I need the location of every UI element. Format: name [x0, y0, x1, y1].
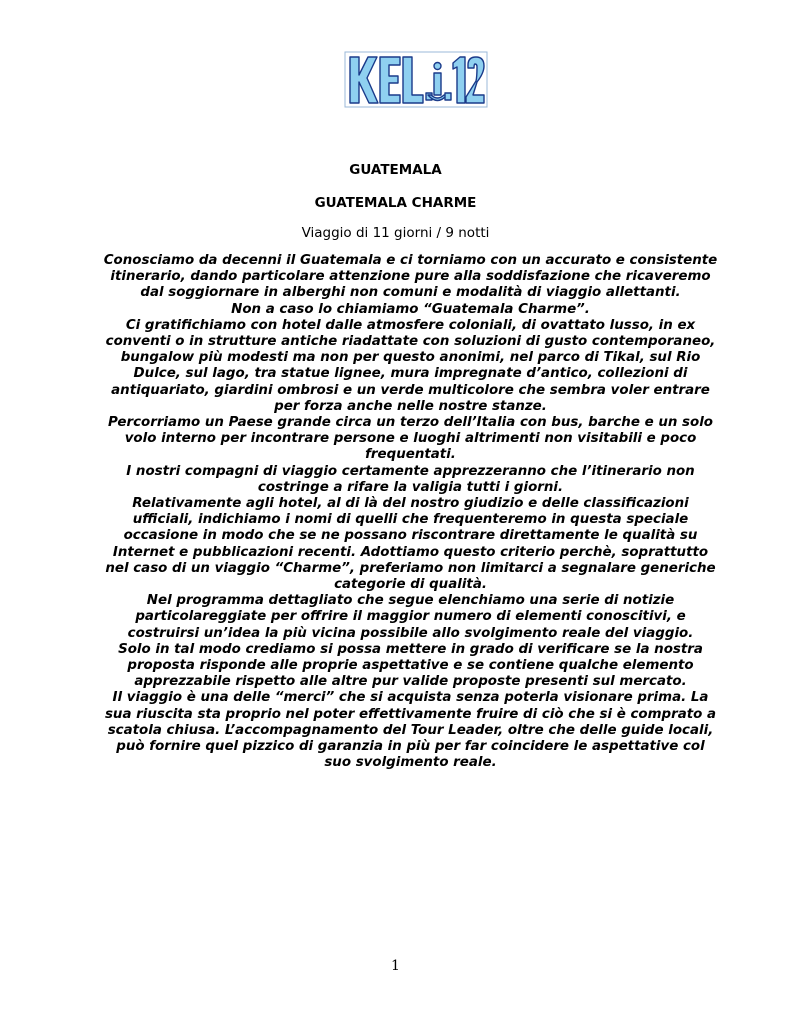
paragraph: Il viaggio è una delle “merci” che si acquista senza poterla visionare prima. La sua riuscita sta proprio nel poter effettivamente fruire di ciò che si è comprato a scatola chiusa. L’accompagnamento del Tour Leader, oltre che delle guide locali, può fornire quel pizzico di garanzia in più per far coincidere le aspettative col suo svolgimento reale.	[104, 690, 717, 771]
page-number: 1	[391, 958, 400, 974]
paragraph: Nel programma dettagliato che segue elenchiamo una serie di notizie particolareggiate per offrire il maggior numero di elementi conoscitivi, e costruirsi un’idea la più vicina possibile allo svolgimento reale del viaggio.	[127, 593, 694, 641]
paragraph: Solo in tal modo crediamo si possa mettere in grado di verificare se la nostra proposta risponde alle proprie aspettative e se contiene qualche elemento apprezzabile rispetto alle altre pur valide proposte presenti sul mercato.	[118, 641, 703, 690]
paragraph: Conosciamo da decenni il Guatemala e ci torniamo con un accurato e consistente itinerario, dando particolare attenzione pure alla soddisfazione che ricaveremo dal soggiornare in alberghi non comuni e modalità di viaggio allettanti.	[103, 253, 718, 301]
paragraph: Percorriamo un Paese grande circa un terzo dell’Italia con bus, barche e un solo volo interno per incontrare persone e luoghi altrimenti non visitabili e poco frequentati.	[107, 415, 714, 463]
trip-duration: Viaggio di 11 giorni / 9 notti	[301, 225, 490, 241]
kel12-logo	[344, 51, 488, 108]
paragraph: Relativamente agli hotel, al di là del nostro giudizio e delle classificazioni ufficiali, indichiamo i nomi di quelli che frequenteremo in questa speciale occasione in modo che se ne possano riscontrare direttamente le qualità su Internet e pubblicazioni recenti. Adottiamo questo criterio perchè, soprattutto nel caso di un viaggio “Charme”, preferiamo non limitarci a segnalare generiche categorie di qualità.	[105, 496, 716, 593]
paragraph: Non a caso lo chiamiamo “Guatemala Charme”.	[231, 301, 590, 317]
tour-name: GUATEMALA CHARME	[314, 195, 477, 211]
country-title: GUATEMALA	[349, 162, 442, 178]
intro-text	[103, 253, 718, 772]
paragraph: Ci gratifichiamo con hotel dalle atmosfere coloniali, di ovattato lusso, in ex conventi o in strutture antiche riadattate con soluzioni di gusto contemporaneo, bungalow più modesti ma non per questo anonimi, nel parco di Tikal, sul Rio Dulce, sul lago, tra statue lignee, mura impregnate d’antico, collezioni di antiquariato, giardini ombrosi e un verde multicolore che sembra voler entrare per forza anche nelle nostre stanze.	[105, 317, 716, 414]
paragraph: I nostri compagni di viaggio certamente apprezzeranno che l’itinerario non costringe a rifare la valigia tutti i giorni.	[126, 463, 695, 495]
